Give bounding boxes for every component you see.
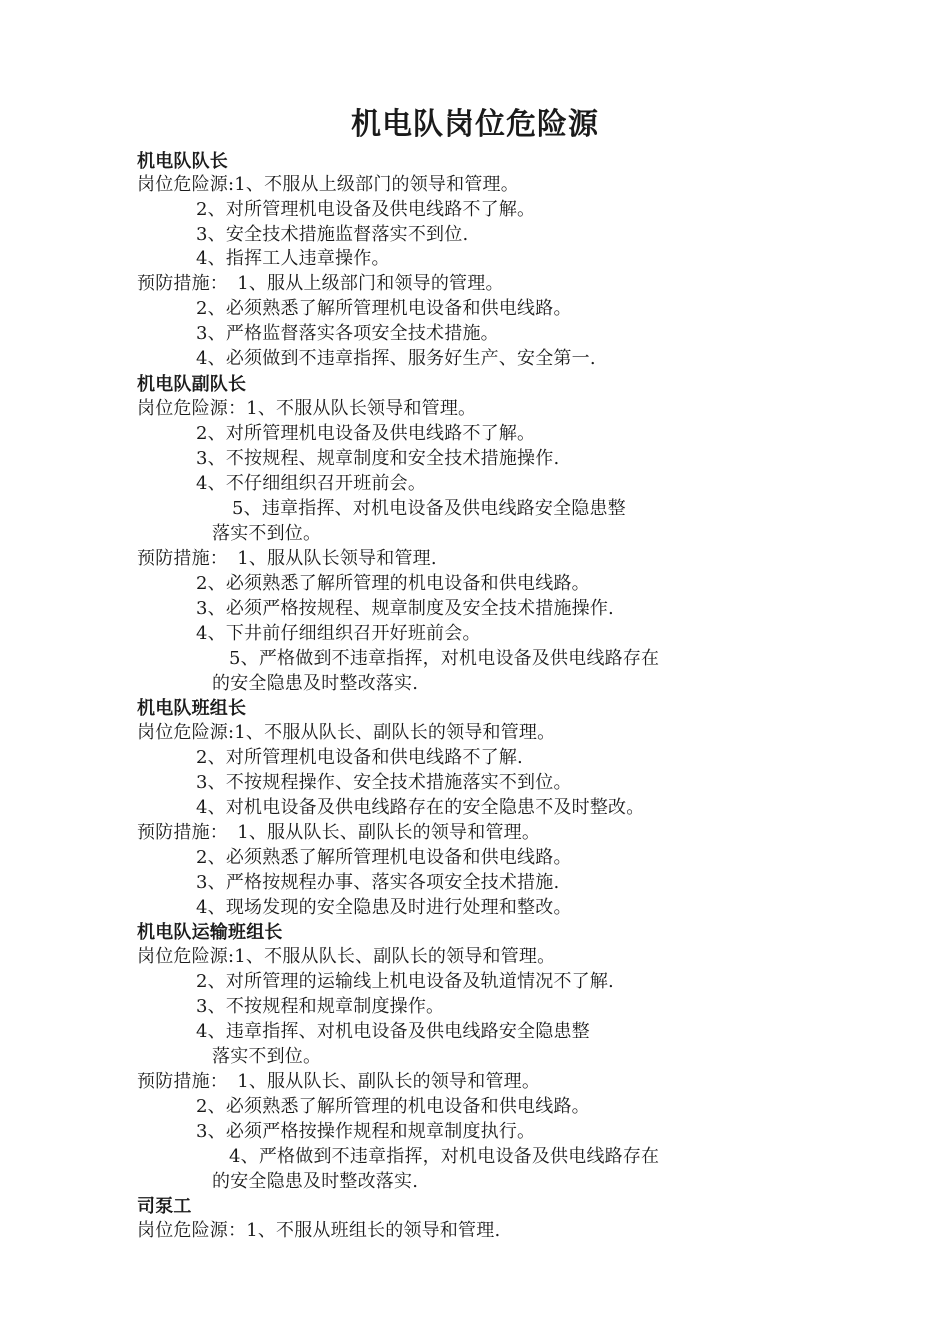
list-item: 预防措施： 1、服从队长、副队长的领导和管理。 — [137, 822, 541, 843]
list-item: 4、对机电设备及供电线路存在的安全隐患不及时整改。 — [196, 797, 645, 818]
list-item: 预防措施： 1、服从队长领导和管理. — [137, 548, 437, 569]
list-item: 岗位危险源:1、不服从队长、副队长的领导和管理。 — [137, 946, 556, 967]
list-item: 2、对所管理机电设备及供电线路不了解。 — [196, 199, 536, 220]
list-item: 岗位危险源:1、不服从队长、副队长的领导和管理。 — [137, 722, 556, 743]
list-item: 3、不按规程和规章制度操作。 — [196, 996, 445, 1017]
list-item: 2、必须熟悉了解所管理的机电设备和供电线路。 — [196, 573, 590, 594]
section-heading: 机电队队长 — [137, 151, 228, 172]
list-item: 的安全隐患及时整改落实. — [212, 1171, 419, 1192]
list-item: 5、违章指挥、对机电设备及供电线路安全隐患整 — [232, 498, 626, 519]
list-item: 岗位危险源:1、不服从上级部门的领导和管理。 — [137, 174, 519, 195]
list-item: 4、指挥工人违章操作。 — [196, 248, 390, 269]
list-item: 3、必须严格按操作规程和规章制度执行。 — [196, 1121, 536, 1142]
list-item: 2、必须熟悉了解所管理的机电设备和供电线路。 — [196, 1096, 590, 1117]
section-heading: 机电队运输班组长 — [137, 922, 283, 943]
list-item: 岗位危险源：1、不服从班组长的领导和管理. — [137, 1220, 501, 1241]
list-item: 3、不按规程、规章制度和安全技术措施操作. — [196, 448, 560, 469]
list-item: 3、安全技术措施监督落实不到位. — [196, 224, 469, 245]
list-item: 岗位危险源：1、不服从队长领导和管理。 — [137, 398, 477, 419]
list-item: 3、不按规程操作、安全技术措施落实不到位。 — [196, 772, 572, 793]
list-item: 2、对所管理的运输线上机电设备及轨道情况不了解. — [196, 971, 614, 992]
list-item: 2、对所管理机电设备和供电线路不了解. — [196, 747, 523, 768]
list-item: 4、严格做到不违章指挥，对机电设备及供电线路存在 — [229, 1146, 660, 1167]
page-title: 机电队岗位危险源 — [351, 107, 599, 142]
list-item: 3、严格监督落实各项安全技术措施。 — [196, 323, 499, 344]
list-item: 落实不到位。 — [212, 523, 322, 544]
list-item: 2、必须熟悉了解所管理机电设备和供电线路。 — [196, 298, 572, 319]
list-item: 预防措施： 1、服从上级部门和领导的管理。 — [137, 273, 504, 294]
list-item: 4、下井前仔细组织召开好班前会。 — [196, 623, 481, 644]
list-item: 预防措施： 1、服从队长、副队长的领导和管理。 — [137, 1071, 541, 1092]
section-heading: 机电队副队长 — [137, 374, 247, 395]
list-item: 4、现场发现的安全隐患及时进行处理和整改。 — [196, 897, 572, 918]
list-item: 3、严格按规程办事、落实各项安全技术措施. — [196, 872, 560, 893]
list-item: 4、违章指挥、对机电设备及供电线路安全隐患整 — [196, 1021, 590, 1042]
list-item: 的安全隐患及时整改落实. — [212, 673, 419, 694]
list-item: 4、必须做到不违章指挥、服务好生产、安全第一. — [196, 348, 596, 369]
list-item: 2、必须熟悉了解所管理机电设备和供电线路。 — [196, 847, 572, 868]
list-item: 3、必须严格按规程、规章制度及安全技术措施操作. — [196, 598, 614, 619]
list-item: 5、严格做到不违章指挥，对机电设备及供电线路存在 — [229, 648, 660, 669]
section-heading: 司泵工 — [137, 1196, 192, 1217]
list-item: 4、不仔细组织召开班前会。 — [196, 473, 427, 494]
list-item: 落实不到位。 — [212, 1046, 322, 1067]
section-heading: 机电队班组长 — [137, 698, 247, 719]
list-item: 2、对所管理机电设备及供电线路不了解。 — [196, 423, 536, 444]
